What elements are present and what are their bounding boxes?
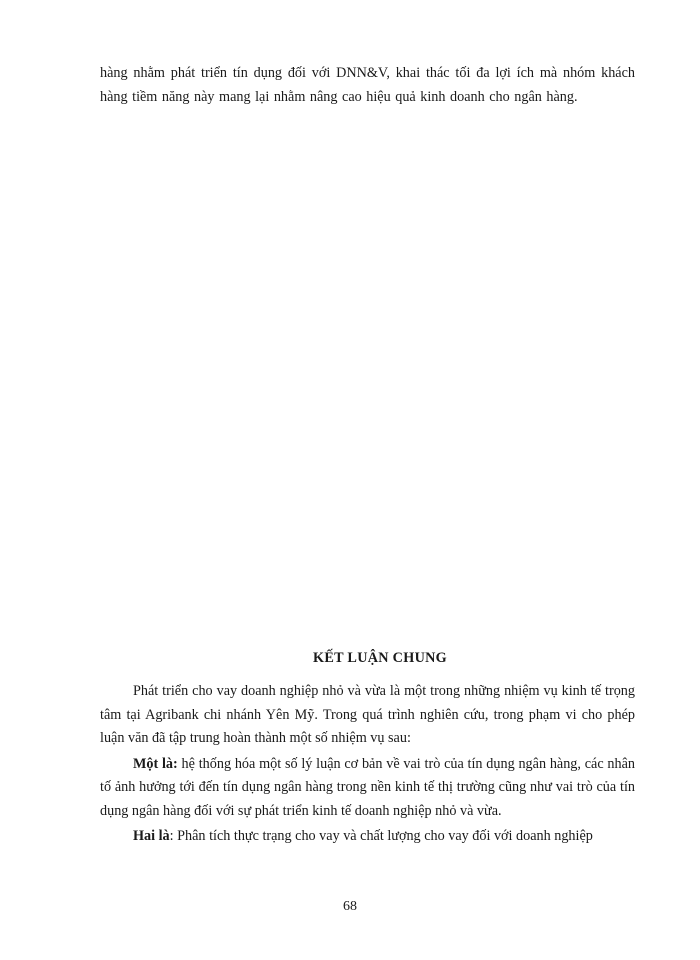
page-number: 68: [343, 899, 357, 914]
item-two-paragraph: [100, 825, 635, 849]
item-one-lead: Một là:: [133, 755, 178, 772]
intro-paragraph: Phát triển cho vay doanh nghiệp nhỏ và vừa là một trong những nhiệm vụ kinh tế trọng tâm tại Agribank chi nhánh Yên Mỹ. Trong quá trình nghiên cứu, trong phạm vi cho phép luận văn đã tập trung hoàn thành một số nhiệm vụ sau:: [100, 683, 635, 746]
item-one-text: hệ thống hóa một số lý luận cơ bản về vai trò của tín dụng ngân hàng, các nhân tố ảnh hưởng tới đến tín dụng ngân hàng trong nền kinh tế thị trường cũng như vai trò của tín dụng ngân hàng đối với sự phát triển kinh tế doanh nghiệp nhỏ và vừa.: [100, 755, 635, 819]
section-heading: KẾT LUẬN CHUNG: [312, 650, 447, 666]
item-two-lead: Hai là: [133, 828, 170, 844]
item-two-text: : Phân tích thực trạng cho vay và chất lượng cho vay đối với doanh nghiệp: [169, 828, 593, 844]
conclusion-body: [100, 680, 635, 849]
continuation-paragraph: hàng nhằm phát triển tín dụng đối với DNN&V, khai thác tối đa lợi ích mà nhóm khách hàng tiềm năng này mang lại nhằm nâng cao hiệu quả kinh doanh cho ngân hàng.: [100, 65, 635, 105]
item-one-paragraph: [100, 753, 635, 824]
